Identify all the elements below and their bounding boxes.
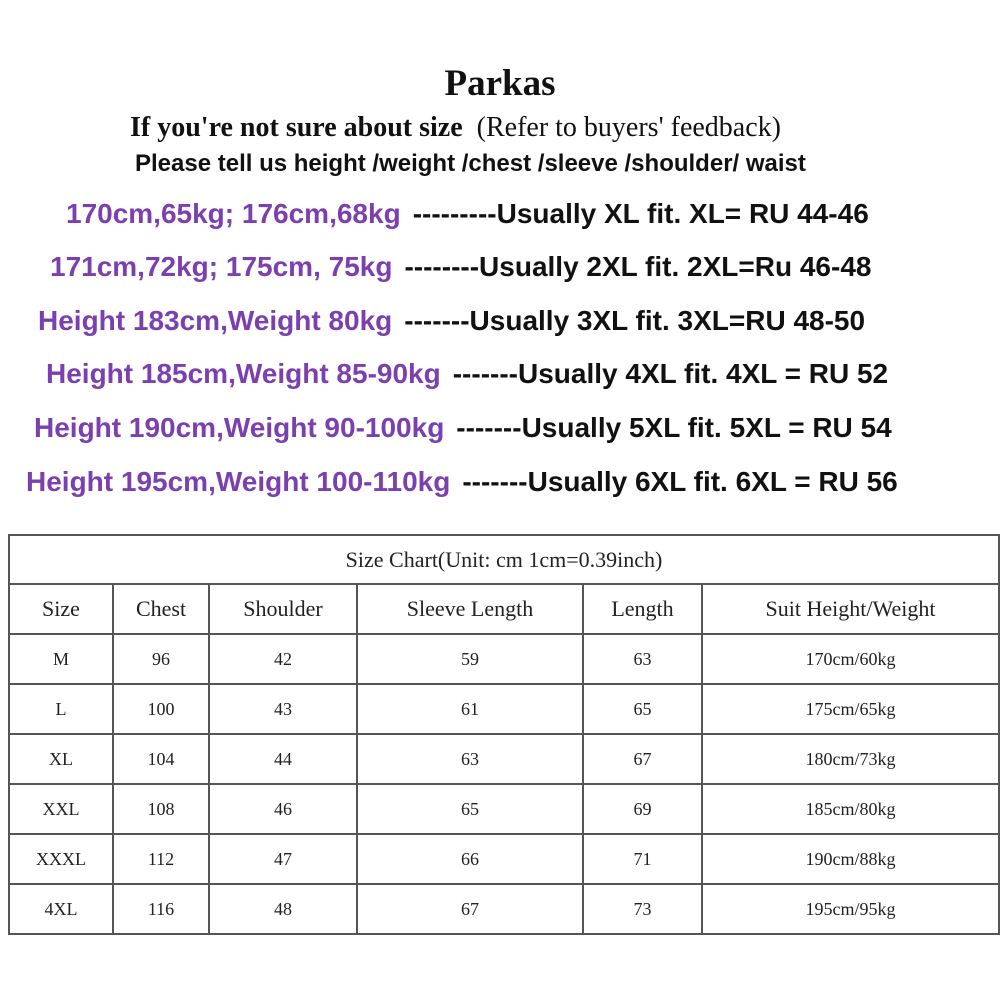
header-cell-shoulder: Shoulder bbox=[209, 584, 357, 634]
cell-suit-height-weight: 180cm/73kg bbox=[702, 734, 999, 784]
fit-line-body: 171cm,72kg; 175cm, 75kg bbox=[50, 251, 393, 282]
cell-shoulder: 42 bbox=[209, 634, 357, 684]
cell-suit-height-weight: 185cm/80kg bbox=[702, 784, 999, 834]
fit-line-separator: ------- bbox=[462, 466, 528, 497]
table-row bbox=[9, 684, 999, 734]
table-row bbox=[9, 634, 999, 684]
cell-suit-height-weight: 170cm/60kg bbox=[702, 634, 999, 684]
cell-length: 71 bbox=[583, 834, 702, 884]
cell-sleeve-length: 61 bbox=[357, 684, 583, 734]
cell-shoulder: 46 bbox=[209, 784, 357, 834]
table-header-row bbox=[9, 584, 999, 634]
fit-line-separator: --------- bbox=[412, 198, 497, 229]
fit-line-body: Height 195cm,Weight 100-110kg bbox=[26, 466, 451, 497]
table-row bbox=[9, 884, 999, 934]
fit-line-result: Usually 3XL fit. 3XL=RU 48-50 bbox=[469, 305, 866, 336]
header-cell-length: Length bbox=[583, 584, 702, 634]
cell-chest: 112 bbox=[113, 834, 209, 884]
cell-shoulder: 48 bbox=[209, 884, 357, 934]
fit-line-separator: ------- bbox=[456, 412, 522, 443]
cell-size: XXXL bbox=[9, 834, 113, 884]
header-cell-chest: Chest bbox=[113, 584, 209, 634]
size-note-reference: (Refer to buyers' feedback) bbox=[476, 112, 781, 143]
cell-shoulder: 47 bbox=[209, 834, 357, 884]
cell-length: 73 bbox=[583, 884, 702, 934]
header-cell-sleeve-length: Sleeve Length bbox=[357, 584, 583, 634]
cell-size: L bbox=[9, 684, 113, 734]
page-title: Parkas bbox=[444, 63, 556, 104]
fit-line bbox=[38, 304, 865, 338]
cell-size: M bbox=[9, 634, 113, 684]
cell-length: 65 bbox=[583, 684, 702, 734]
fit-line-body: 170cm,65kg; 176cm,68kg bbox=[66, 198, 401, 229]
fit-line-body: Height 185cm,Weight 85-90kg bbox=[46, 358, 441, 389]
fit-line-result: Usually 6XL fit. 6XL = RU 56 bbox=[527, 466, 898, 497]
fit-line-result: Usually 2XL fit. 2XL=Ru 46-48 bbox=[479, 251, 872, 282]
fit-line bbox=[46, 357, 888, 391]
cell-suit-height-weight: 175cm/65kg bbox=[702, 684, 999, 734]
fit-line bbox=[50, 250, 871, 284]
fit-line-separator: ------- bbox=[404, 305, 470, 336]
cell-size: XL bbox=[9, 734, 113, 784]
cell-sleeve-length: 65 bbox=[357, 784, 583, 834]
cell-sleeve-length: 59 bbox=[357, 634, 583, 684]
fit-line-body: Height 190cm,Weight 90-100kg bbox=[34, 412, 445, 443]
cell-sleeve-length: 67 bbox=[357, 884, 583, 934]
cell-size: XXL bbox=[9, 784, 113, 834]
table-row bbox=[9, 784, 999, 834]
measurement-request: Please tell us height /weight /chest /sleeve /shoulder/ waist bbox=[135, 150, 806, 177]
fit-line-separator: ------- bbox=[452, 358, 519, 389]
cell-length: 69 bbox=[583, 784, 702, 834]
cell-shoulder: 43 bbox=[209, 684, 357, 734]
cell-shoulder: 44 bbox=[209, 734, 357, 784]
size-note-bold: If you're not sure about size bbox=[130, 112, 463, 143]
fit-line-result: Usually 4XL fit. 4XL = RU 52 bbox=[518, 358, 889, 389]
cell-sleeve-length: 63 bbox=[357, 734, 583, 784]
fit-line-result: Usually XL fit. XL= RU 44-46 bbox=[496, 198, 869, 229]
fit-line bbox=[66, 197, 869, 231]
fit-line-result: Usually 5XL fit. 5XL = RU 54 bbox=[521, 412, 892, 443]
cell-chest: 116 bbox=[113, 884, 209, 934]
header-cell-size: Size bbox=[9, 584, 113, 634]
cell-chest: 100 bbox=[113, 684, 209, 734]
fit-line bbox=[34, 411, 892, 445]
cell-size: 4XL bbox=[9, 884, 113, 934]
size-chart-caption: Size Chart(Unit: cm 1cm=0.39inch) bbox=[9, 535, 999, 584]
cell-suit-height-weight: 195cm/95kg bbox=[702, 884, 999, 934]
size-note bbox=[130, 112, 781, 144]
header-cell-suit-height-weight: Suit Height/Weight bbox=[702, 584, 999, 634]
table-row bbox=[9, 834, 999, 884]
cell-length: 67 bbox=[583, 734, 702, 784]
cell-chest: 108 bbox=[113, 784, 209, 834]
cell-suit-height-weight: 190cm/88kg bbox=[702, 834, 999, 884]
fit-line-separator: -------- bbox=[404, 251, 480, 282]
cell-sleeve-length: 66 bbox=[357, 834, 583, 884]
cell-length: 63 bbox=[583, 634, 702, 684]
size-chart-table bbox=[8, 534, 1000, 935]
fit-line bbox=[26, 465, 898, 499]
fit-line-body: Height 183cm,Weight 80kg bbox=[38, 305, 393, 336]
table-row bbox=[9, 734, 999, 784]
cell-chest: 104 bbox=[113, 734, 209, 784]
cell-chest: 96 bbox=[113, 634, 209, 684]
